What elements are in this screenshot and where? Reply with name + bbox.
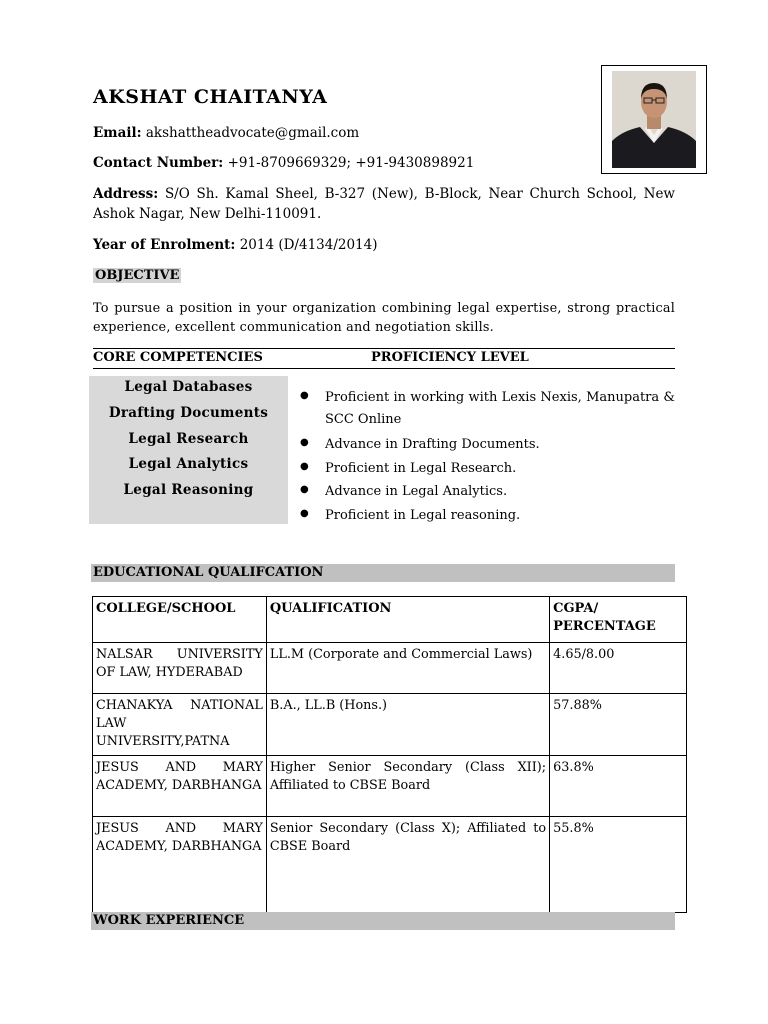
contact-line (93, 155, 474, 171)
table-row (93, 643, 687, 694)
competency-box (89, 376, 288, 524)
competency-item: Drafting Documents (108, 405, 269, 421)
core-competencies-heading: CORE COMPETENCIES (93, 350, 263, 365)
column-header: COLLEGE/SCHOOL (93, 597, 267, 643)
bullet-icon: ● (300, 390, 309, 401)
table-cell: JESUS AND MARY ACADEMY, DARBHANGA (93, 817, 267, 913)
objective-text: To pursue a position in your organization combining legal expertise, strong practical experience, excellent communication and negotiation skills. (93, 301, 675, 335)
bullet-icon: ● (300, 508, 309, 519)
enrolment-value: 2014 (D/4134/2014) (239, 237, 378, 253)
divider (93, 348, 675, 349)
work-experience-heading: WORK EXPERIENCE (93, 913, 245, 928)
email-label: Email: (93, 125, 142, 141)
table-row (93, 694, 687, 756)
education-table (92, 596, 687, 913)
competency-item: Legal Reasoning (123, 482, 254, 498)
address-value: S/O Sh. Kamal Sheel, B-327 (New), B-Block, Near Church School, New Ashok Nagar, New Delhi-110091. (93, 186, 675, 222)
bullet-icon: ● (300, 437, 309, 448)
profile-photo (601, 65, 707, 174)
competency-item: Legal Research (128, 431, 249, 447)
column-header: CGPA/ PERCENTAGE (550, 597, 687, 643)
competency-item: Legal Databases (124, 379, 253, 395)
bullet-icon: ● (300, 461, 309, 472)
education-heading-bar (91, 564, 675, 582)
address-label: Address: (93, 186, 159, 202)
work-experience-heading-bar (91, 912, 675, 930)
enrolment-label: Year of Enrolment: (93, 237, 236, 253)
address-line (93, 184, 675, 224)
table-cell: LL.M (Corporate and Commercial Laws) (266, 643, 549, 694)
education-heading: EDUCATIONAL QUALIFCATION (93, 565, 324, 580)
person-portrait-icon (612, 71, 696, 168)
enrolment-line (93, 237, 378, 253)
bullet-icon: ● (300, 484, 309, 495)
table-cell: NALSAR UNIVERSITY OF LAW, HYDERABAD (93, 643, 267, 694)
table-cell: 63.8% (550, 756, 687, 817)
table-row (93, 756, 687, 817)
candidate-name: AKSHAT CHAITANYA (93, 86, 328, 108)
table-cell: 55.8% (550, 817, 687, 913)
table-cell: 57.88% (550, 694, 687, 756)
contact-label: Contact Number: (93, 155, 224, 171)
divider (93, 368, 675, 369)
contact-value: +91-8709669329; +91-9430898921 (227, 155, 475, 171)
table-cell: 4.65/8.00 (550, 643, 687, 694)
table-cell: B.A., LL.B (Hons.) (266, 694, 549, 756)
table-cell: JESUS AND MARY ACADEMY, DARBHANGA (93, 756, 267, 817)
email-line (93, 125, 359, 141)
table-cell: Senior Secondary (Class X); Affiliated to CBSE Board (266, 817, 549, 913)
column-header: QUALIFICATION (266, 597, 549, 643)
objective-heading: OBJECTIVE (95, 268, 180, 283)
proficiency-level-heading: PROFICIENCY LEVEL (371, 350, 529, 365)
table-cell: Higher Senior Secondary (Class XII); Affiliated to CBSE Board (266, 756, 549, 817)
email-value: akshattheadvocate@gmail.com (145, 125, 360, 141)
competency-item: Legal Analytics (128, 456, 249, 472)
table-cell: CHANAKYA NATIONAL LAW UNIVERSITY,PATNA (93, 694, 267, 756)
table-header-row (93, 597, 687, 643)
table-row (93, 817, 687, 913)
